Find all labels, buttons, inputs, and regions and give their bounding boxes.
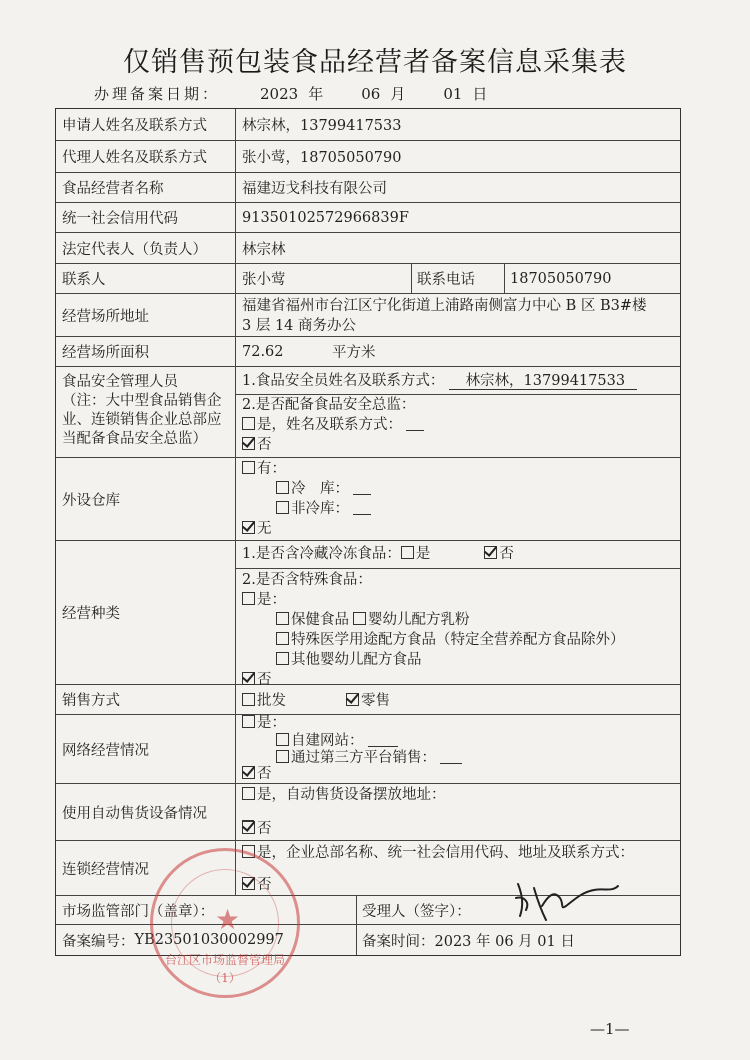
agent-label: 代理人姓名及联系方式 [56, 141, 236, 172]
online-third-party-label: 通过第三方平台销售： [291, 750, 436, 766]
warehouse-noncold [242, 499, 674, 519]
online-yes [242, 715, 674, 732]
category-special-question: 2.是否含特殊食品： [242, 572, 372, 588]
warehouse-none [242, 519, 674, 539]
sales-wholesale-checkbox[interactable] [242, 693, 255, 706]
info-form-table [55, 108, 681, 956]
category-infant-label: 婴幼儿配方乳粉 [368, 612, 470, 628]
category-value [236, 541, 680, 688]
category-health-checkbox[interactable] [276, 612, 289, 625]
operator-label: 食品经营者名称 [56, 173, 236, 202]
date-month-unit: 月 [390, 85, 406, 103]
phone-label: 联系电话 [417, 272, 475, 288]
filing-number-value: YB23501030002997 [134, 932, 284, 948]
vending-yes-label: 是，自动售货设备摆放地址： [257, 787, 446, 803]
warehouse-has-checkbox[interactable] [242, 461, 255, 474]
food-safety-label-3: 业、连锁销售企业总部应 [62, 412, 222, 428]
warehouse-cold-label: 冷 库： [291, 481, 349, 497]
food-safety-label-4: 当配备食品安全总监） [62, 431, 207, 447]
online-no-label: 否 [257, 766, 272, 782]
vending-value [236, 784, 680, 840]
online-label: 网络经营情况 [56, 715, 236, 783]
filing-date-line [94, 83, 487, 104]
safety-director-yes [242, 415, 674, 435]
legal-rep-label: 法定代表人（负责人） [56, 233, 236, 263]
area-value: 72.62 [242, 343, 284, 360]
online-value [236, 715, 680, 783]
sales-wholesale-label: 批发 [257, 693, 286, 709]
category-special-yes-label: 是： [257, 592, 286, 608]
food-safety-label [56, 367, 236, 457]
category-infant-checkbox[interactable] [353, 612, 366, 625]
seal-star-icon: ★ [215, 903, 241, 936]
safety-director-yes-checkbox[interactable] [242, 417, 255, 430]
agent-value: 张小莺，18705050790 [242, 150, 402, 166]
date-day-unit: 日 [472, 85, 488, 103]
applicant-label: 申请人姓名及联系方式 [56, 109, 236, 140]
online-own-site-blank [368, 732, 398, 747]
seal-number: （1） [209, 971, 241, 985]
vending-no-checkbox[interactable] [242, 821, 255, 834]
form-title: 仅销售预包装食品经营者备案信息采集表 [123, 47, 627, 78]
row-vending [56, 784, 680, 841]
online-third-party [242, 749, 674, 766]
category-frozen-no-checkbox[interactable] [484, 546, 497, 559]
official-seal [150, 848, 300, 998]
warehouse-noncold-blank [353, 500, 371, 515]
address-label: 经营场所地址 [56, 294, 236, 336]
category-frozen-yes-label: 是 [415, 546, 431, 562]
vending-no-label: 否 [257, 821, 272, 837]
row-credit-code [56, 203, 680, 233]
online-yes-label: 是： [257, 715, 286, 731]
credit-code-value: 91350102572966839F [242, 209, 409, 226]
row-contact [56, 264, 680, 294]
filing-time-value: 2023 年 06 月 01 日 [434, 933, 575, 950]
chain-yes-label: 是，企业总部名称、统一社会信用代码、地址及联系方式： [257, 845, 634, 861]
row-online [56, 715, 680, 784]
row-sales [56, 685, 680, 715]
warehouse-noncold-checkbox[interactable] [276, 501, 289, 514]
category-other-infant-checkbox[interactable] [276, 652, 289, 665]
category-other-infant-label: 其他婴幼儿配方食品 [291, 652, 422, 668]
category-special-yes [242, 590, 674, 610]
sales-value [236, 685, 680, 714]
sales-label: 销售方式 [56, 685, 236, 714]
safety-director-yes-label: 是，姓名及联系方式： [257, 417, 402, 433]
sales-retail-checkbox[interactable] [346, 693, 359, 706]
category-medical-line [242, 630, 674, 650]
date-year: 2023 [260, 85, 299, 103]
vending-yes-checkbox[interactable] [242, 787, 255, 800]
row-area [56, 337, 680, 367]
online-yes-checkbox[interactable] [242, 715, 255, 728]
safety-officer-question: 1.食品安全员姓名及联系方式： [242, 373, 445, 389]
food-safety-value [236, 367, 680, 457]
area-unit: 平方米 [332, 345, 376, 361]
online-third-party-checkbox[interactable] [276, 750, 289, 763]
date-month: 06 [361, 85, 381, 103]
safety-officer-value [449, 373, 637, 390]
operator-value: 福建迈戈科技有限公司 [242, 181, 387, 197]
warehouse-value [236, 458, 680, 540]
online-no-checkbox[interactable] [242, 766, 255, 779]
row-address [56, 294, 680, 337]
contact-value: 张小莺 [242, 272, 286, 288]
warehouse-cold [242, 479, 674, 499]
warehouse-none-checkbox[interactable] [242, 521, 255, 534]
category-frozen [242, 544, 674, 564]
row-applicant [56, 109, 680, 141]
category-other-infant-line [242, 650, 674, 670]
warehouse-label: 外设仓库 [56, 458, 236, 540]
row-agent [56, 141, 680, 173]
date-year-unit: 年 [308, 85, 324, 103]
row-legal-rep [56, 233, 680, 264]
sales-retail-label: 零售 [361, 693, 390, 709]
vending-label: 使用自动售货设备情况 [56, 784, 236, 840]
vending-yes [242, 785, 674, 805]
category-frozen-yes-checkbox[interactable] [401, 546, 414, 559]
page-number: —1— [590, 1020, 630, 1038]
applicant-value: 林宗林，13799417533 [242, 118, 402, 134]
online-own-site [242, 732, 674, 749]
online-own-site-label: 自建网站： [291, 733, 364, 749]
warehouse-none-label: 无 [257, 521, 272, 537]
chain-yes [242, 843, 674, 863]
safety-director-question: 2.是否配备食品安全总监： [242, 397, 416, 413]
row-operator [56, 173, 680, 203]
vending-no [242, 819, 674, 839]
filing-number-label: 备案编号： [62, 933, 135, 950]
dept-label: 市场监管部门（盖章）： [62, 903, 215, 920]
safety-director-no-checkbox[interactable] [242, 437, 255, 450]
category-frozen-question: 1.是否含冷藏冷冻食品： [242, 546, 401, 562]
row-food-safety [56, 367, 680, 458]
credit-code-label: 统一社会信用代码 [56, 203, 236, 232]
area-value-cell [236, 337, 680, 366]
chain-no-label: 否 [257, 877, 272, 893]
legal-rep-value: 林宗林 [242, 241, 286, 258]
chain-label: 连锁经营情况 [56, 841, 236, 895]
row-category [56, 541, 680, 688]
category-label: 经营种类 [56, 541, 236, 684]
online-no [242, 766, 674, 783]
date-label: 办理备案日期： [94, 85, 221, 103]
food-safety-label-2: （注：大中型食品销售企 [62, 393, 222, 409]
safety-officer-value-text: 林宗林，13799417533 [465, 373, 626, 389]
safety-director-blank [406, 416, 424, 431]
address-line-2: 3 层 14 商务办公 [242, 318, 357, 334]
food-safety-label-1: 食品安全管理人员 [62, 374, 178, 390]
handwritten-signature [508, 876, 638, 926]
phone-value: 18705050790 [510, 270, 612, 287]
warehouse-cold-checkbox[interactable] [276, 481, 289, 494]
safety-director-no [242, 435, 674, 455]
safety-director-no-label: 否 [257, 437, 272, 453]
safety-officer-line [242, 371, 674, 391]
category-special-yes-checkbox[interactable] [242, 592, 255, 605]
warehouse-has-label: 有： [257, 461, 286, 477]
row-warehouse [56, 458, 680, 541]
warehouse-noncold-label: 非冷库： [291, 501, 349, 517]
category-frozen-no-label: 否 [499, 546, 514, 562]
filing-time-label: 备案时间： [362, 933, 435, 950]
contact-label: 联系人 [56, 264, 236, 293]
online-own-site-checkbox[interactable] [276, 733, 289, 746]
warehouse-has [242, 459, 674, 479]
address-value [236, 294, 680, 336]
category-health-label: 保健食品 [291, 612, 349, 628]
filing-time-cell [356, 925, 680, 955]
category-health-line [242, 610, 674, 630]
date-day: 01 [443, 85, 463, 103]
seal-text: 台江区市场监督管理局 [164, 953, 285, 967]
category-medical-label: 特殊医学用途配方食品（特定全营养配方食品除外） [291, 632, 625, 648]
area-label: 经营场所面积 [56, 337, 236, 366]
category-medical-checkbox[interactable] [276, 632, 289, 645]
address-line-1: 福建省福州市台江区宁化街道上浦路南侧富力中心 B 区 B3#楼 [242, 298, 647, 314]
category-special-no-label: 否 [257, 672, 272, 688]
warehouse-cold-blank [353, 480, 371, 495]
receiver-label: 受理人（签字）： [362, 903, 471, 920]
vending-blank-line [242, 805, 674, 819]
category-special-no-checkbox[interactable] [242, 672, 255, 685]
online-third-party-blank [440, 749, 462, 764]
